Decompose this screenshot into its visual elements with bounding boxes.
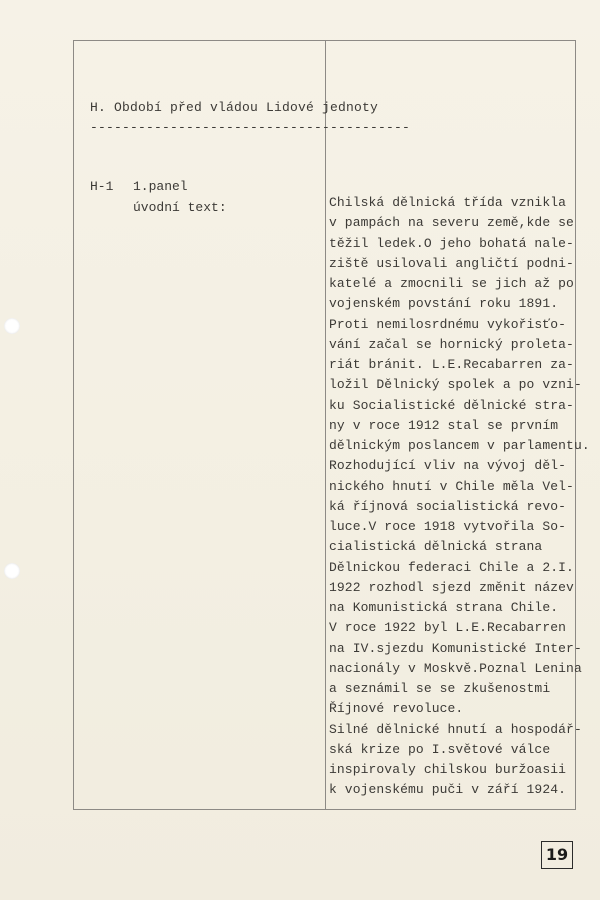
punch-hole <box>4 563 20 579</box>
body-line: a seznámil se se zkušenostmi <box>329 681 551 696</box>
body-line: Říjnové revoluce. <box>329 701 464 717</box>
body-line: na Komunistická strana Chile. <box>329 600 559 615</box>
body-line: Silné dělnické hnutí a hospodář- <box>329 721 582 737</box>
column-divider <box>325 40 326 810</box>
body-line: Proti nemilosrdnému vykořisťo- <box>329 316 567 332</box>
entry-label: úvodní text: <box>133 200 227 215</box>
body-line: inspirovaly chilskou buržoasii <box>329 762 567 777</box>
body-line: V roce 1922 byl L.E.Recabarren <box>329 620 567 636</box>
body-line: Rozhodující vliv na vývoj děl- <box>329 458 567 474</box>
body-line: 1922 rozhodl sjezd změnit název <box>329 579 574 595</box>
body-line: vání začal se hornický proleta- <box>329 336 574 352</box>
body-line: vojenském povstání roku 1891. <box>329 296 559 312</box>
body-line: nického hnutí v Chile měla Vel- <box>329 478 574 494</box>
entry-panel: 1.panel <box>133 179 188 194</box>
body-line: cialistická dělnická strana <box>329 539 543 555</box>
body-line: katelé a zmocnili se jich až po <box>329 276 574 291</box>
body-line: riát bránit. L.E.Recabarren za- <box>329 357 574 372</box>
body-line: dělnickým poslancem v parlamentu. <box>329 438 590 453</box>
title-underline: ---------------------------------------- <box>90 120 411 135</box>
body-text <box>329 193 591 801</box>
body-line: ská krize po I.světové válce <box>329 741 551 757</box>
body-line: ku Socialistické dělnické stra- <box>329 397 574 413</box>
body-line: v pampách na severu země,kde se <box>329 215 574 231</box>
body-line: ká říjnová socialistická revo- <box>329 498 567 514</box>
body-line: ložil Dělnický spolek a po vzni- <box>329 377 582 393</box>
body-line: Chilská dělnická třída vznikla <box>329 195 567 210</box>
body-line: Dělnickou federaci Chile a 2.I. <box>329 559 574 575</box>
body-line: luce.V roce 1918 vytvořila So- <box>329 519 567 534</box>
body-line: těžil ledek.O jeho bohatá nale- <box>329 235 574 251</box>
body-line: na IV.sjezdu Komunistické Inter- <box>329 640 582 656</box>
body-line: ziště usilovali angličtí podni- <box>329 255 574 271</box>
section-title: H. Období před vládou Lidové jednoty <box>90 100 379 115</box>
entry-code: H-1 <box>90 179 114 194</box>
punch-hole <box>4 318 20 334</box>
body-line: nacionály v Moskvě.Poznal Lenina <box>329 660 582 676</box>
page-number: 19 <box>541 841 573 869</box>
body-line: ny v roce 1912 stal se prvním <box>329 417 559 433</box>
body-line: k vojenskému puči v září 1924. <box>329 782 567 798</box>
